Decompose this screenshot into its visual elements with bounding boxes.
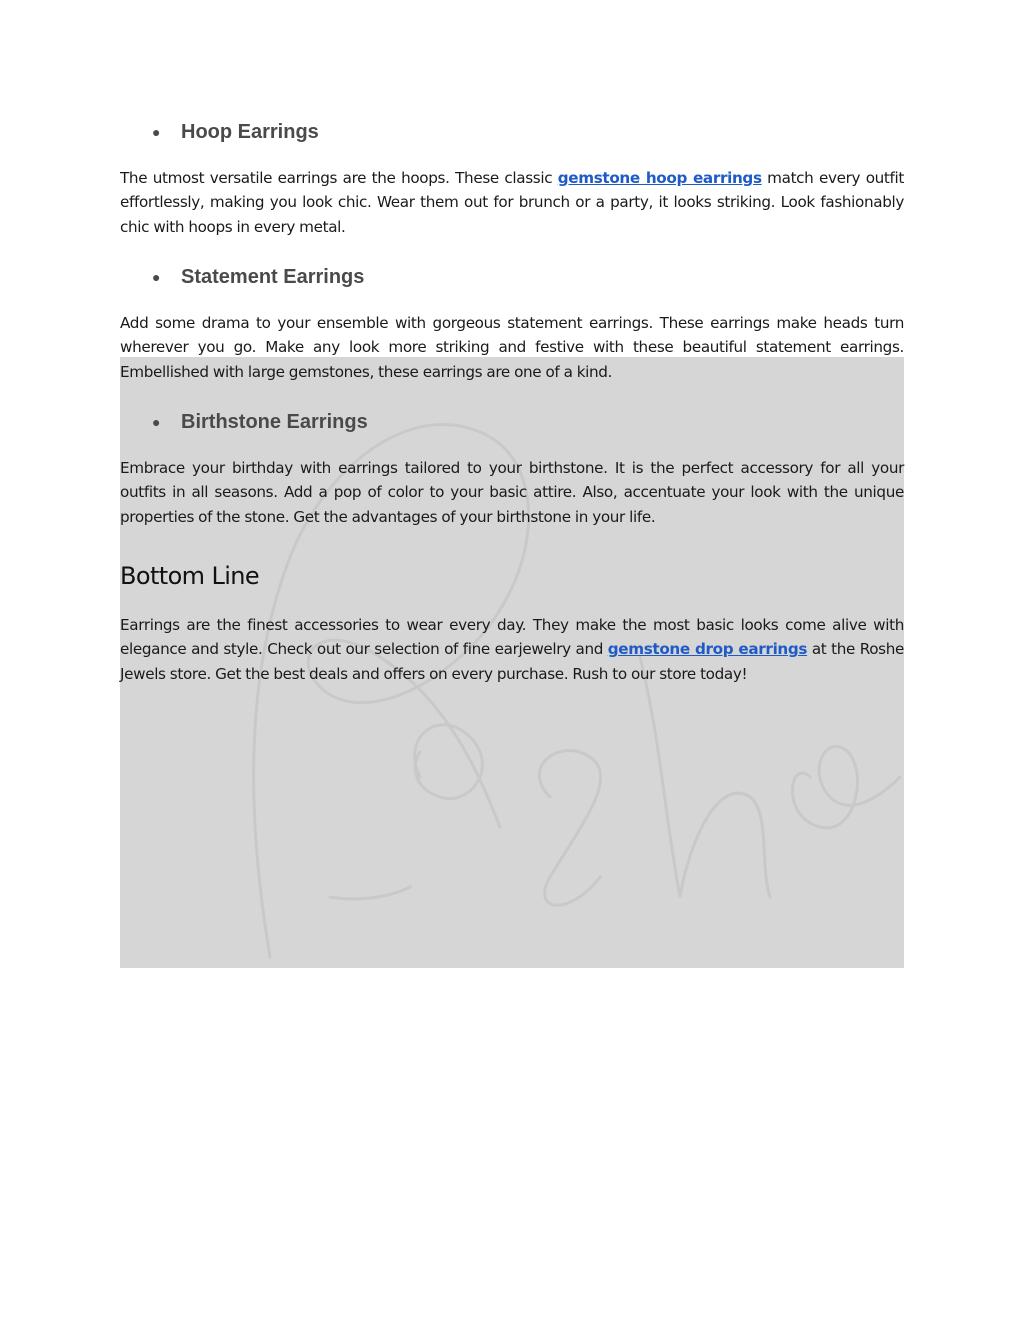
paragraph-text: The utmost versatile earrings are the hoops. These classic [120,169,558,187]
paragraph-text: Earrings are the finest accessories to wear every day. They make the most basic looks come alive with elegance and style. Check out our selection of fine earjewelry and [120,616,904,659]
paragraph-bottom-line [120,613,904,686]
heading-text: Statement Earrings [181,266,365,288]
heading-text: Birthstone Earrings [181,411,368,433]
heading-text: Hoop Earrings [181,121,319,143]
paragraph-text: at the Roshe Jewels store. Get the best deals and offers on every purchase. Rush to our store today! [120,640,905,683]
bullet-icon: ● [152,414,161,430]
link-gemstone-drop-earrings[interactable]: gemstone drop earrings [607,640,808,659]
bullet-icon: ● [152,124,161,140]
paragraph-birthstone-earrings: Embrace your birthday with earrings tailored to your birthstone. It is the perfect accessory for all your outfits in all seasons. Add a pop of color to your basic attire. Also, accentuate your look with the unique properties of the stone. Get the advantages of your birthstone in your life. [120,459,904,526]
bullet-icon: ● [152,269,161,285]
paragraph-statement-earrings: Add some drama to your ensemble with gorgeous statement earrings. These earrings make heads turn wherever you go. Make any look more striking and festive with these beautiful statement earrings. Embellished with large gemstones, these earrings are one of a kind. [120,314,904,381]
section-title-bottom-line: Bottom Line [120,562,260,590]
paragraph-hoop-earrings [120,166,904,239]
link-gemstone-hoop-earrings[interactable]: gemstone hoop earrings [557,169,762,187]
paragraph-text: match every outfit effortlessly, making you look chic. Wear them out for brunch or a party, it looks striking. Look fashionably chic with hoops in every metal. [120,169,904,236]
